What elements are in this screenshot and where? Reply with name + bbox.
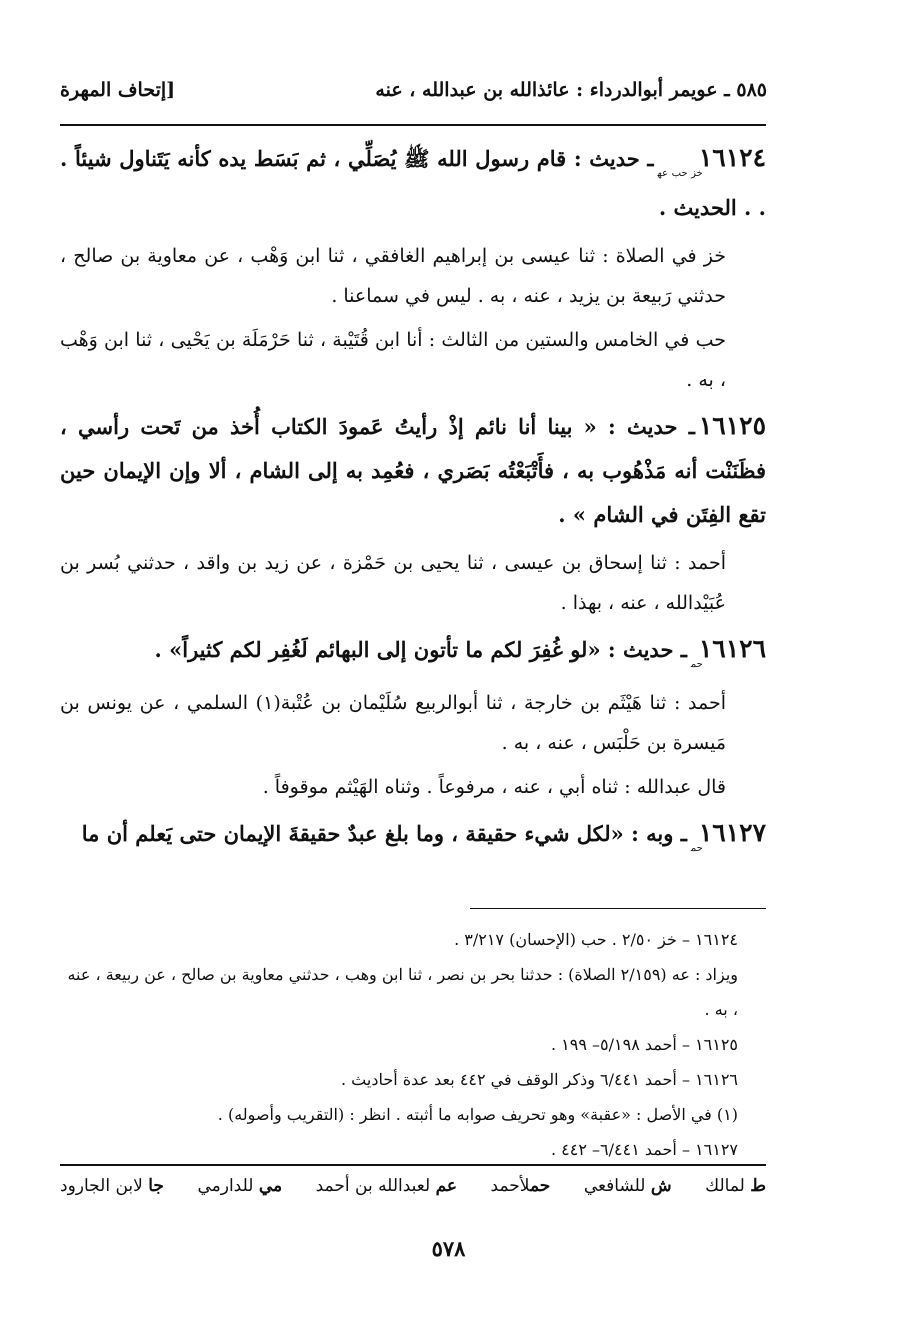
header-divider: [60, 124, 766, 126]
hadith-text: [60, 627, 766, 677]
abbreviation-item: عم لعبدالله بن أحمد: [315, 1176, 458, 1196]
hadith-number: ١٦١٢٧: [698, 818, 766, 847]
header-chapter-title: ٥٨٥ ـ عويمر أبوالدرداء : عائذالله بن عبدالله ، عنه: [375, 79, 767, 101]
hadith-number: ١٦١٢٥: [698, 411, 766, 440]
abbreviation-item: حملأحمد: [490, 1176, 551, 1196]
running-header: [60, 72, 767, 108]
header-book-title: [إتحاف المهرة: [60, 79, 176, 101]
footnote-line: ١٦١٢٤ – خز ٢/٥٠ . حب (الإحسان) ٣/٢١٧ .: [454, 930, 738, 949]
footnote-line: ويزاد : عه (٢/١٥٩ الصلاة) : حدثنا بحر بن نصر ، ثنا ابن وهب ، حدثني معاوية بن صالح ، عن ربيعة ، عنه ، به .: [67, 965, 738, 1019]
hadith-number: ١٦١٢٤: [698, 143, 767, 172]
page-number: ٥٧٨: [431, 1236, 466, 1261]
hadith-sigla: خز حب عه: [657, 168, 703, 179]
abbreviation-item: مي للدارمي: [197, 1176, 283, 1196]
abbreviation-item: ش للشافعي: [583, 1176, 672, 1196]
isnad-line: أحمد : ثنا إسحاق بن عيسى ، ثنا يحيى بن حَمْزة ، عن زيد بن واقد ، حدثني بُسر بن عُبَيْدالله ، عنه ، بهذا .: [60, 552, 726, 614]
hadith-matn: ـ وبه : «لكل شيء حقيقة ، وما بلغ عبدٌ حقيقةَ الإيمان حتى يَعلم أن ما: [81, 821, 687, 846]
footnote-line: (١) في الأصل : «عقبة» وهو تحريف صوابه ما أثبته . انظر : (التقريب وأصوله) .: [217, 1105, 738, 1124]
hadith-entry: [60, 627, 766, 807]
abbreviations-divider: [60, 1164, 766, 1166]
abbreviation-key: [60, 1176, 766, 1196]
hadith-text: [60, 404, 766, 537]
hadith-entry: [60, 136, 766, 400]
main-text: [60, 136, 766, 867]
footnote-line: ١٦١٢٥ – أحمد ٥/١٩٨– ١٩٩ .: [550, 1035, 738, 1054]
footnote-line: ١٦١٢٧ – أحمد ٦/٤٤١– ٤٤٢ .: [550, 1140, 738, 1159]
footnote-line: ١٦١٢٦ – أحمد ٦/٤٤١ وذكر الوقف في ٤٤٢ بعد عدة أحاديث .: [340, 1070, 738, 1089]
hadith-matn: ـ حديث : قام رسول الله ﷺ يُصَلِّي ، ثم بَسَط يده كأنه يَتَناول شيئاً . . . الحديث .: [60, 146, 766, 220]
hadith-text: [60, 136, 766, 230]
footnotes: [60, 922, 766, 1167]
abbreviation-item: جا لابن الجارود: [60, 1176, 164, 1196]
isnad-line: خز في الصلاة : ثنا عيسى بن إبراهيم الغافقي ، ثنا ابن وَهْب ، عن معاوية بن صالح ، حدثني رَبيعة بن يزيد ، عنه ، به . ليس في سماعنا .: [60, 245, 726, 307]
isnad-line: حب في الخامس والستين من الثالث : أنا ابن قُتَيْبة ، ثنا حَرْمَلَة بن يَحْيى ، ثنا ابن وَهْب ، به .: [60, 329, 726, 391]
hadith-entry: [60, 811, 766, 861]
hadith-entry: [60, 404, 766, 623]
abbreviation-item: ط لمالك: [705, 1176, 766, 1196]
footnote-divider: [470, 908, 766, 909]
hadith-sigla: حم: [690, 659, 703, 670]
hadith-matn: ـ حديث : «لو غُفِرَ لكم ما تأتون إلى البهائم لَغُفِر لكم كثيراً» .: [154, 637, 687, 662]
isnad-line: أحمد : ثنا هَيْثَم بن خارجة ، ثنا أبوالربيع سُلَيْمان بن عُتْبة(١) السلمي ، عن يونس بن مَيسرة بن حَلْبَس ، عنه ، به .: [60, 692, 726, 754]
hadith-text: [60, 811, 766, 861]
hadith-matn: ـ حديث : « بينا أنا نائم إذْ رأيتُ عَمودَ الكتاب أُخذ من تَحت رأسي ، فظَنَنْت أنه مَذْهُوب به ، فأَتْبَعْتُه بَصَري ، فعُمِد به إلى الشام ، ألا وإن الإيمان حين تقع الفِتَن في الشام » .: [60, 414, 766, 527]
hadith-number: ١٦١٢٦: [698, 634, 766, 663]
isnad-line: قال عبدالله : ثناه أبي ، عنه ، مرفوعاً . وثناه الهَيْثم موقوفاً .: [262, 776, 726, 798]
hadith-sigla: حم: [690, 843, 703, 854]
